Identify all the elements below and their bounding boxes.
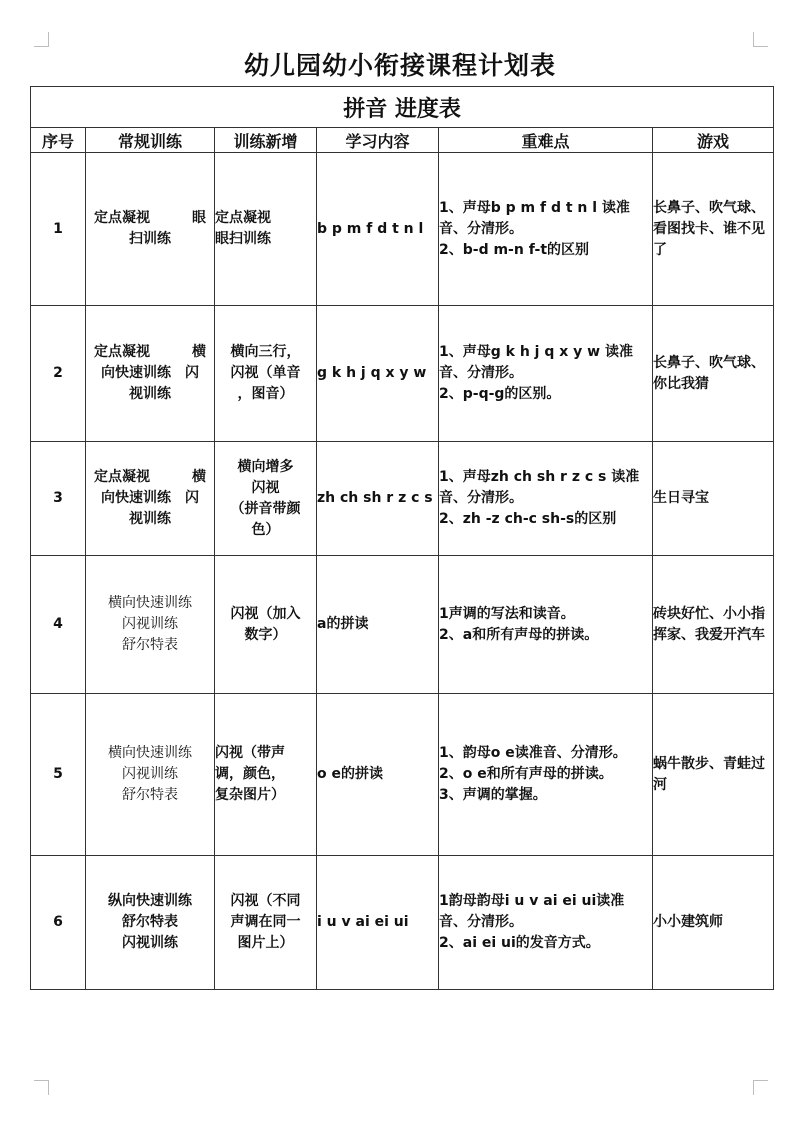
- learning-content-cell: b p m f d t n l: [317, 153, 439, 306]
- added-training-cell: 闪视（带声 调，颜色， 复杂图片）: [215, 694, 317, 856]
- header-key-difficulties: 重难点: [439, 128, 653, 153]
- routine-training-cell: 定点凝视 横 向快速训练 闪 视训练: [86, 442, 215, 556]
- added-training-cell: 闪视（加入 数字）: [215, 556, 317, 694]
- learning-content-cell: o e的拼读: [317, 694, 439, 856]
- games-cell: 长鼻子、吹气球、你比我猜: [653, 306, 774, 442]
- row-number: 3: [31, 442, 86, 556]
- table-row: [31, 556, 774, 694]
- table-subtitle: 拼音 进度表: [31, 87, 774, 128]
- crop-mark-bottom-left: [34, 1080, 49, 1095]
- row-number: 4: [31, 556, 86, 694]
- games-cell: 小小建筑师: [653, 856, 774, 990]
- key-difficulties-cell: 1、声母g k h j q x y w 读准音、分清形。 2、p-q-g的区别。: [439, 306, 653, 442]
- header-row: [31, 128, 774, 153]
- row-number: 1: [31, 153, 86, 306]
- header-learning-content: 学习内容: [317, 128, 439, 153]
- row-number: 6: [31, 856, 86, 990]
- crop-mark-bottom-right: [753, 1080, 768, 1095]
- games-cell: 砖块好忙、小小指挥家、我爱开汽车: [653, 556, 774, 694]
- header-added-training: 训练新增: [215, 128, 317, 153]
- schedule-table: [30, 86, 774, 990]
- table-row: [31, 306, 774, 442]
- games-cell: 生日寻宝: [653, 442, 774, 556]
- added-training-cell: 定点凝视 眼扫训练: [215, 153, 317, 306]
- table-row: [31, 153, 774, 306]
- routine-training-cell: 定点凝视 横 向快速训练 闪 视训练: [86, 306, 215, 442]
- games-cell: 长鼻子、吹气球、看图找卡、谁不见了: [653, 153, 774, 306]
- learning-content-cell: g k h j q x y w: [317, 306, 439, 442]
- row-number: 5: [31, 694, 86, 856]
- learning-content-cell: zh ch sh r z c s: [317, 442, 439, 556]
- routine-training-cell: 横向快速训练 闪视训练 舒尔特表: [86, 556, 215, 694]
- added-training-cell: 横向三行， 闪视（单音 ，图音）: [215, 306, 317, 442]
- key-difficulties-cell: 1、韵母o e读准音、分清形。 2、o e和所有声母的拼读。 3、声调的掌握。: [439, 694, 653, 856]
- table-row: [31, 694, 774, 856]
- routine-training-cell: 横向快速训练 闪视训练 舒尔特表: [86, 694, 215, 856]
- added-training-cell: 横向增多 闪视 （拼音带颜 色）: [215, 442, 317, 556]
- routine-training-cell: 纵向快速训练 舒尔特表 闪视训练: [86, 856, 215, 990]
- key-difficulties-cell: 1韵母韵母i u v ai ei ui读准音、分清形。 2、ai ei ui的发音方式。: [439, 856, 653, 990]
- key-difficulties-cell: 1、声母zh ch sh r z c s 读准音、分清形。 2、zh -z ch-c sh-s的区别: [439, 442, 653, 556]
- row-number: 2: [31, 306, 86, 442]
- learning-content-cell: a的拼读: [317, 556, 439, 694]
- table-row: [31, 856, 774, 990]
- header-number: 序号: [31, 128, 86, 153]
- key-difficulties-cell: 1声调的写法和读音。 2、a和所有声母的拼读。: [439, 556, 653, 694]
- crop-mark-top-right: [753, 32, 768, 47]
- header-routine-training: 常规训练: [86, 128, 215, 153]
- crop-mark-top-left: [34, 32, 49, 47]
- games-cell: 蜗牛散步、青蛙过河: [653, 694, 774, 856]
- header-games: 游戏: [653, 128, 774, 153]
- added-training-cell: 闪视（不同 声调在同一 图片上）: [215, 856, 317, 990]
- key-difficulties-cell: 1、声母b p m f d t n l 读准音、分清形。 2、b-d m-n f-t的区别: [439, 153, 653, 306]
- routine-training-cell: 定点凝视 眼 扫训练: [86, 153, 215, 306]
- document-title: 幼儿园幼小衔接课程计划表: [243, 51, 556, 80]
- table-row: [31, 442, 774, 556]
- learning-content-cell: i u v ai ei ui: [317, 856, 439, 990]
